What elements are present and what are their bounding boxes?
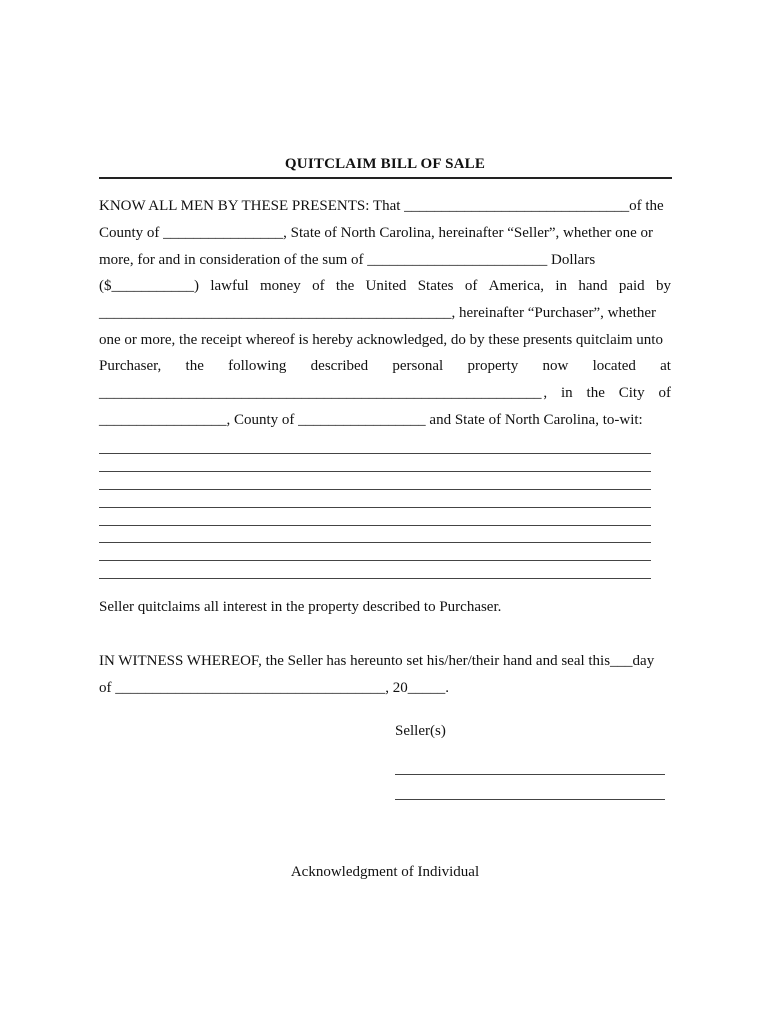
para-line-8-word: of [658,385,671,401]
para-line-5 [99,304,671,322]
para-line-4-word: the [335,278,355,294]
description-line [99,560,651,561]
para-line-7-word: following [228,358,287,374]
para-line-2-text: County of ________________, State of North Carolina, hereinafter “Seller”, whether one or [99,225,654,241]
witness-line-1-text: IN WITNESS WHEREOF, the Seller has hereunto set his/her/their hand and seal this___day [99,653,655,669]
para-line-8-word: City [618,385,645,401]
quitclaim-statement-text: Seller quitclaims all interest in the property described to Purchaser. [99,599,502,615]
para-line-3 [99,251,671,269]
para-line-4-word: of [312,278,325,294]
para-line-4-word: by [655,278,671,294]
para-line-7-word: personal [392,358,444,374]
title-underline [99,177,672,179]
para-line-4-word: of [464,278,478,294]
para-line-4-word: paid [618,278,645,294]
description-line [99,578,651,579]
para-line-7-word: Purchaser, [99,358,162,374]
para-line-4-word: hand [578,278,608,294]
witness-line-1 [99,652,671,670]
document-title: QUITCLAIM BILL OF SALE [284,156,486,172]
description-line [99,525,651,526]
para-line-7 [99,357,671,375]
para-line-7-word: now [542,358,569,374]
description-line [99,507,651,508]
para-line-4-word: America, [488,278,545,294]
para-line-7-word: at [660,358,671,374]
para-line-7-word: property [467,358,519,374]
seller-signature-label: Seller(s) [395,723,446,739]
para-line-8-word: in [561,385,573,401]
para-line-3-text: more, for and in consideration of the sum of ________________________ Dollars [99,252,596,268]
para-line-4-word: States [417,278,454,294]
para-line-9-text: _________________, County of _________________ and State of North Carolina, to-wit: [99,412,643,428]
para-line-6 [99,331,671,349]
seller-signature-line [395,799,665,800]
para-line-4 [99,277,671,295]
seller-signature-line [395,774,665,775]
quitclaim-statement [99,598,671,616]
para-line-6-text: one or more, the receipt whereof is hereby acknowledged, do by these presents quitclaim unto [99,332,663,348]
para-line-8 [99,384,671,402]
para-line-1-text: KNOW ALL MEN BY THESE PRESENTS: That ______________________________of the [99,198,664,214]
para-line-4-word: United [365,278,407,294]
para-line-4-word: ($___________) [99,278,199,294]
para-line-1 [99,197,671,215]
description-line [99,453,651,454]
witness-line-2-text: of ____________________________________, 20_____. [99,680,449,696]
para-line-4-word: lawful [210,278,249,294]
para-line-4-word: money [259,278,301,294]
description-line [99,471,651,472]
para-line-8-word: , [543,385,548,401]
description-line [99,542,651,543]
acknowledgment-heading: Acknowledgment of Individual [290,864,480,880]
para-line-7-word: the [185,358,204,374]
para-line-7-word: described [310,358,369,374]
para-line-5-text: _______________________________________________, hereinafter “Purchaser”, whether [99,305,656,321]
para-line-7-word: located [592,358,636,374]
witness-line-2 [99,679,671,697]
description-line [99,489,651,490]
para-line-2 [99,224,671,242]
para-line-8-word: the [586,385,605,401]
para-line-9 [99,411,671,429]
address-blank: ___________________________________________________________ [99,385,542,401]
para-line-4-word: in [555,278,568,294]
